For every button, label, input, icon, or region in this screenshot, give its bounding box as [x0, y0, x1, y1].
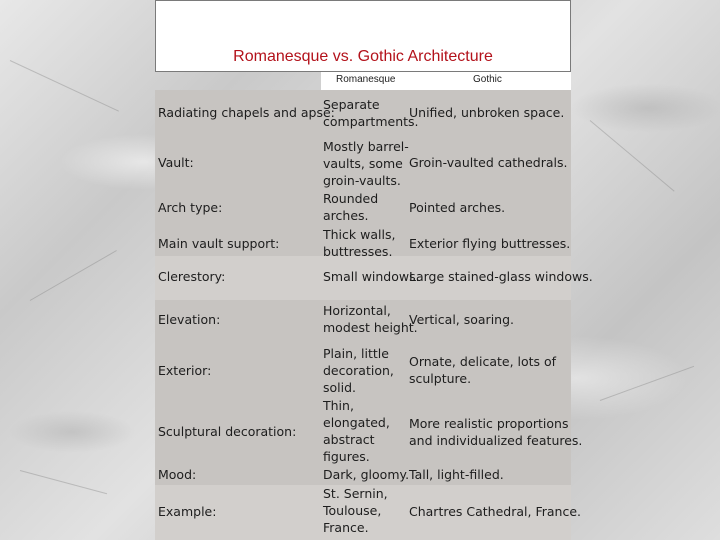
- romanesque-cell-line: abstract: [323, 432, 375, 447]
- gothic-cell-line: Chartres Cathedral, France.: [409, 504, 581, 519]
- gothic-cell-line: Groin-vaulted cathedrals.: [409, 155, 568, 170]
- romanesque-cell-line: figures.: [323, 449, 370, 464]
- gothic-cell-line: Unified, unbroken space.: [409, 105, 565, 120]
- row-label: Arch type:: [158, 200, 223, 215]
- row-label: Mood:: [158, 467, 197, 482]
- romanesque-cell-line: decoration,: [323, 363, 394, 378]
- row-label: Vault:: [158, 155, 194, 170]
- romanesque-cell-line: arches.: [323, 208, 369, 223]
- romanesque-cell-line: Dark, gloomy.: [323, 467, 410, 482]
- romanesque-cell-line: Thick walls,: [323, 227, 396, 242]
- romanesque-cell-line: Rounded: [323, 191, 379, 206]
- row-label: Sculptural decoration:: [158, 424, 297, 439]
- romanesque-cell-line: modest height.: [323, 320, 418, 335]
- gothic-cell-line: Ornate, delicate, lots of: [409, 354, 557, 369]
- row-label: Main vault support:: [158, 236, 280, 251]
- romanesque-cell-line: Toulouse,: [323, 503, 382, 518]
- gothic-cell-line: Large stained-glass windows.: [409, 269, 593, 284]
- gothic-cell-line: Tall, light-filled.: [409, 467, 504, 482]
- column-header-gothic: Gothic: [473, 74, 502, 85]
- romanesque-cell-line: Thin,: [323, 398, 354, 413]
- row-label: Elevation:: [158, 312, 221, 327]
- slide-title: Romanesque vs. Gothic Architecture: [233, 48, 493, 65]
- title-box: [155, 0, 571, 72]
- romanesque-cell-line: vaults, some: [323, 156, 403, 171]
- gothic-cell-line: and individualized features.: [409, 433, 583, 448]
- row-label: Clerestory:: [158, 269, 226, 284]
- romanesque-cell-line: Mostly barrel-: [323, 139, 409, 154]
- row-label: Radiating chapels and apse:: [158, 105, 335, 120]
- gothic-cell-line: sculpture.: [409, 371, 472, 386]
- romanesque-cell-line: elongated,: [323, 415, 390, 430]
- gothic-cell-line: Exterior flying buttresses.: [409, 236, 571, 251]
- romanesque-cell-line: France.: [323, 520, 369, 535]
- romanesque-cell-line: groin-vaults.: [323, 173, 401, 188]
- romanesque-cell-line: St. Sernin,: [323, 486, 388, 501]
- romanesque-cell-line: buttresses.: [323, 244, 393, 259]
- row-label: Exterior:: [158, 363, 212, 378]
- romanesque-cell-line: Horizontal,: [323, 303, 391, 318]
- romanesque-cell-line: Separate: [323, 97, 380, 112]
- gothic-cell-line: More realistic proportions: [409, 416, 569, 431]
- romanesque-cell-line: compartments.: [323, 114, 419, 129]
- column-header-romanesque: Romanesque: [336, 74, 396, 85]
- row-label: Example:: [158, 504, 217, 519]
- gothic-cell-line: Pointed arches.: [409, 200, 506, 215]
- romanesque-cell-line: solid.: [323, 380, 357, 395]
- romanesque-cell-line: Small windows.: [323, 269, 420, 284]
- gothic-cell-line: Vertical, soaring.: [409, 312, 514, 327]
- romanesque-cell-line: Plain, little: [323, 346, 389, 361]
